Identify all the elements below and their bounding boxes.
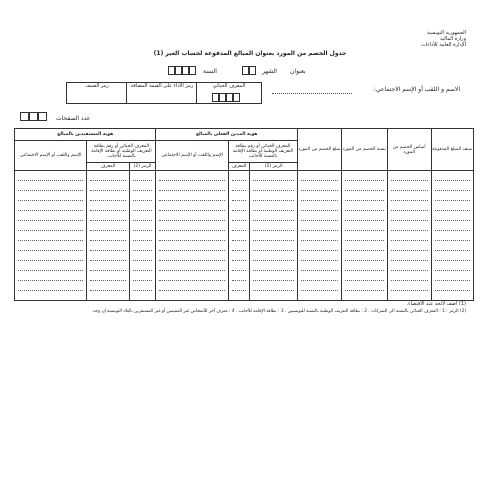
entry-line — [253, 290, 294, 291]
basis-header: أساس الخصم من المورد — [387, 129, 431, 171]
body-amount[interactable] — [297, 171, 341, 301]
entry-line — [18, 280, 83, 281]
entry-line — [18, 240, 83, 241]
entry-line — [159, 260, 224, 261]
tva-code-label: رمز الأداء على القيمة المضافة — [130, 83, 194, 89]
entry-line — [345, 180, 384, 181]
entry-line — [133, 220, 153, 221]
entry-line — [253, 270, 294, 271]
entry-line — [253, 220, 294, 221]
entry-line — [435, 230, 470, 231]
fiscal-id-cell-4[interactable] — [233, 93, 240, 102]
month-digit-2[interactable] — [249, 66, 256, 75]
body-debtor-name[interactable] — [156, 171, 228, 301]
entry-line — [18, 290, 83, 291]
entry-line — [18, 200, 83, 201]
entry-line — [435, 220, 470, 221]
entry-line — [133, 240, 153, 241]
debtor-group-header: هوية المدين الفعلي بالمبالغ — [156, 129, 297, 141]
entry-line — [253, 210, 294, 211]
entry-line — [133, 280, 153, 281]
rate-header: نسبة الخصم من المورد — [341, 129, 387, 171]
entry-line — [90, 270, 125, 271]
entry-line — [159, 290, 224, 291]
entry-line — [232, 290, 247, 291]
entry-line — [391, 180, 428, 181]
beneficiary-group-header: هوية المستفيدين بالمبالغ — [15, 129, 156, 141]
entry-line — [90, 280, 125, 281]
body-basis[interactable] — [387, 171, 431, 301]
debtor-sub-id: المعرف — [228, 163, 250, 171]
entry-line — [253, 200, 294, 201]
year-digit-1[interactable] — [168, 66, 175, 75]
entry-line — [435, 260, 470, 261]
footnote-2: (2) الرمز : 1 : المعرف الجبائي بالنسبة الى الشركات . 2 : بطاقة التعريف الوطنية بالنسبة للتونسيين . 3 : بطاقة الإقامة للأجانب . 4 : معرف آخر للأشخاص غير المقيمين أو غير المستقرين بالبلاد التونسية إن وجد. — [91, 309, 466, 314]
entry-line — [345, 200, 384, 201]
entry-line — [18, 180, 83, 181]
entry-line — [435, 280, 470, 281]
entry-line — [90, 250, 125, 251]
entry-line — [301, 280, 338, 281]
fiscal-id-cell-1[interactable] — [212, 93, 219, 102]
entry-line — [159, 230, 224, 231]
entry-line — [232, 180, 247, 181]
entry-line — [301, 260, 338, 261]
entry-line — [133, 290, 153, 291]
entry-line — [90, 190, 125, 191]
entry-line — [133, 250, 153, 251]
entry-line — [232, 190, 247, 191]
entry-line — [435, 250, 470, 251]
entry-line — [435, 240, 470, 241]
debtor-id-header: المعرف الجبائي أو رقم بطاقة التعريف الوطنية أو بطاقة الإقامة بالنسبة للأجانب — [228, 141, 297, 163]
entry-line — [18, 190, 83, 191]
body-beneficiary-name[interactable] — [15, 171, 87, 301]
entry-line — [301, 180, 338, 181]
entry-line — [232, 280, 247, 281]
entry-line — [232, 270, 247, 271]
beneficiary-name-header: الإسم واللقب أو الإسم الاجتماعي — [15, 141, 87, 171]
beneficiary-sub-code: الرمز (2) — [129, 163, 156, 171]
fiscal-id-cell-3[interactable] — [226, 93, 233, 102]
pages-cell-2[interactable] — [29, 112, 38, 121]
month-label: الشهر — [262, 68, 277, 75]
entry-line — [391, 210, 428, 211]
withholding-table — [14, 128, 474, 301]
taxpayer-name-label: الاسم و اللقب أو الإسم الاجتماعي: — [373, 86, 460, 93]
entry-line — [159, 190, 224, 191]
entry-line — [391, 230, 428, 231]
entry-line — [435, 190, 470, 191]
entry-line — [391, 260, 428, 261]
header-line-3: الإدارة العامة للأداءات — [421, 42, 466, 48]
footnote-1: (1) أضف لائحة عند الاقتضاء. — [406, 301, 466, 307]
entry-line — [133, 180, 153, 181]
year-digit-3[interactable] — [182, 66, 189, 75]
header-line-2: وزارة المالية — [440, 36, 466, 42]
entry-line — [435, 180, 470, 181]
entry-line — [253, 230, 294, 231]
month-digit-1[interactable] — [242, 66, 249, 75]
entry-line — [90, 230, 125, 231]
entry-line — [301, 210, 338, 211]
pages-label: عدد الصفحات — [56, 115, 91, 122]
entry-line — [301, 250, 338, 251]
entry-line — [391, 280, 428, 281]
entry-line — [18, 220, 83, 221]
entry-line — [345, 230, 384, 231]
entry-line — [253, 250, 294, 251]
entry-line — [301, 270, 338, 271]
entry-line — [90, 200, 125, 201]
entry-line — [159, 280, 224, 281]
entry-line — [232, 210, 247, 211]
entry-line — [18, 270, 83, 271]
entry-line — [301, 190, 338, 191]
entry-line — [133, 200, 153, 201]
entry-line — [159, 250, 224, 251]
entry-line — [232, 250, 247, 251]
entry-line — [159, 220, 224, 221]
entry-line — [391, 200, 428, 201]
body-beneficiary-code[interactable] — [129, 171, 156, 301]
entry-line — [345, 260, 384, 261]
entry-line — [391, 270, 428, 271]
entry-line — [159, 180, 224, 181]
ministry-header — [421, 30, 466, 48]
entry-line — [133, 210, 153, 211]
entry-line — [435, 290, 470, 291]
pages-cell-3[interactable] — [38, 112, 47, 121]
debtor-sub-code: الرمز (2) — [250, 163, 298, 171]
type-header: صنف المبلغ المدفوعة — [431, 129, 473, 171]
entry-line — [345, 220, 384, 221]
entry-line — [253, 260, 294, 261]
fiscal-id-label: المعرف الجبائي — [212, 83, 246, 89]
entry-line — [391, 290, 428, 291]
entry-line — [391, 240, 428, 241]
body-debtor-code[interactable] — [250, 171, 298, 301]
entry-line — [435, 200, 470, 201]
year-digit-4[interactable] — [189, 66, 196, 75]
entry-line — [301, 220, 338, 221]
entry-line — [133, 260, 153, 261]
entry-line — [90, 180, 125, 181]
entry-line — [90, 220, 125, 221]
entry-line — [18, 250, 83, 251]
entry-line — [345, 280, 384, 281]
entry-line — [133, 230, 153, 231]
entry-line — [301, 290, 338, 291]
entry-line — [18, 260, 83, 261]
entry-line — [232, 260, 247, 261]
entry-line — [90, 210, 125, 211]
body-debtor-id[interactable] — [228, 171, 250, 301]
body-type[interactable] — [431, 171, 473, 301]
body-beneficiary-id[interactable] — [87, 171, 129, 301]
entry-line — [90, 290, 125, 291]
entry-line — [232, 230, 247, 231]
body-rate[interactable] — [341, 171, 387, 301]
pages-cell-1[interactable] — [20, 112, 29, 121]
entry-line — [253, 180, 294, 181]
entry-line — [159, 200, 224, 201]
entry-line — [159, 270, 224, 271]
entry-line — [232, 220, 247, 221]
entry-line — [232, 200, 247, 201]
category-code-label: رمز الصنف — [85, 83, 109, 89]
period-by-label: بعنوان — [290, 68, 306, 75]
entry-line — [133, 190, 153, 191]
entry-line — [253, 240, 294, 241]
header-line-1: الجمهورية التونسية — [426, 30, 466, 36]
taxpayer-name-field[interactable] — [272, 92, 352, 94]
year-label: السنة — [203, 68, 217, 75]
entry-line — [345, 210, 384, 211]
entry-line — [345, 190, 384, 191]
entry-line — [345, 240, 384, 241]
entry-line — [435, 270, 470, 271]
entry-line — [253, 280, 294, 281]
beneficiary-sub-id: المعرف — [87, 163, 129, 171]
fiscal-id-cell-2[interactable] — [219, 93, 226, 102]
entry-line — [133, 270, 153, 271]
entry-line — [18, 210, 83, 211]
debtor-name-header: الإسم واللقب أو الإسم الاجتماعي — [156, 141, 228, 171]
entry-line — [345, 250, 384, 251]
entry-line — [301, 240, 338, 241]
table-body-row — [15, 171, 474, 301]
entry-line — [18, 230, 83, 231]
entry-line — [159, 240, 224, 241]
entry-line — [391, 250, 428, 251]
entry-line — [301, 200, 338, 201]
year-digit-2[interactable] — [175, 66, 182, 75]
entry-line — [345, 270, 384, 271]
entry-line — [435, 210, 470, 211]
amount-header: مبلغ الخصم من المورد — [297, 129, 341, 171]
entry-line — [90, 240, 125, 241]
page-title: جدول الخصم من المورد بعنوان المبالغ المدفوعة لحساب الغير (1) — [153, 50, 347, 57]
entry-line — [391, 220, 428, 221]
entry-line — [301, 230, 338, 231]
beneficiary-id-header: المعرف الجبائي أو رقم بطاقة التعريف الوطنية أو بطاقة الإقامة بالنسبة للأجانب — [87, 141, 156, 163]
entry-line — [159, 210, 224, 211]
entry-line — [232, 240, 247, 241]
entry-line — [90, 260, 125, 261]
entry-line — [345, 290, 384, 291]
entry-line — [253, 190, 294, 191]
entry-line — [391, 190, 428, 191]
